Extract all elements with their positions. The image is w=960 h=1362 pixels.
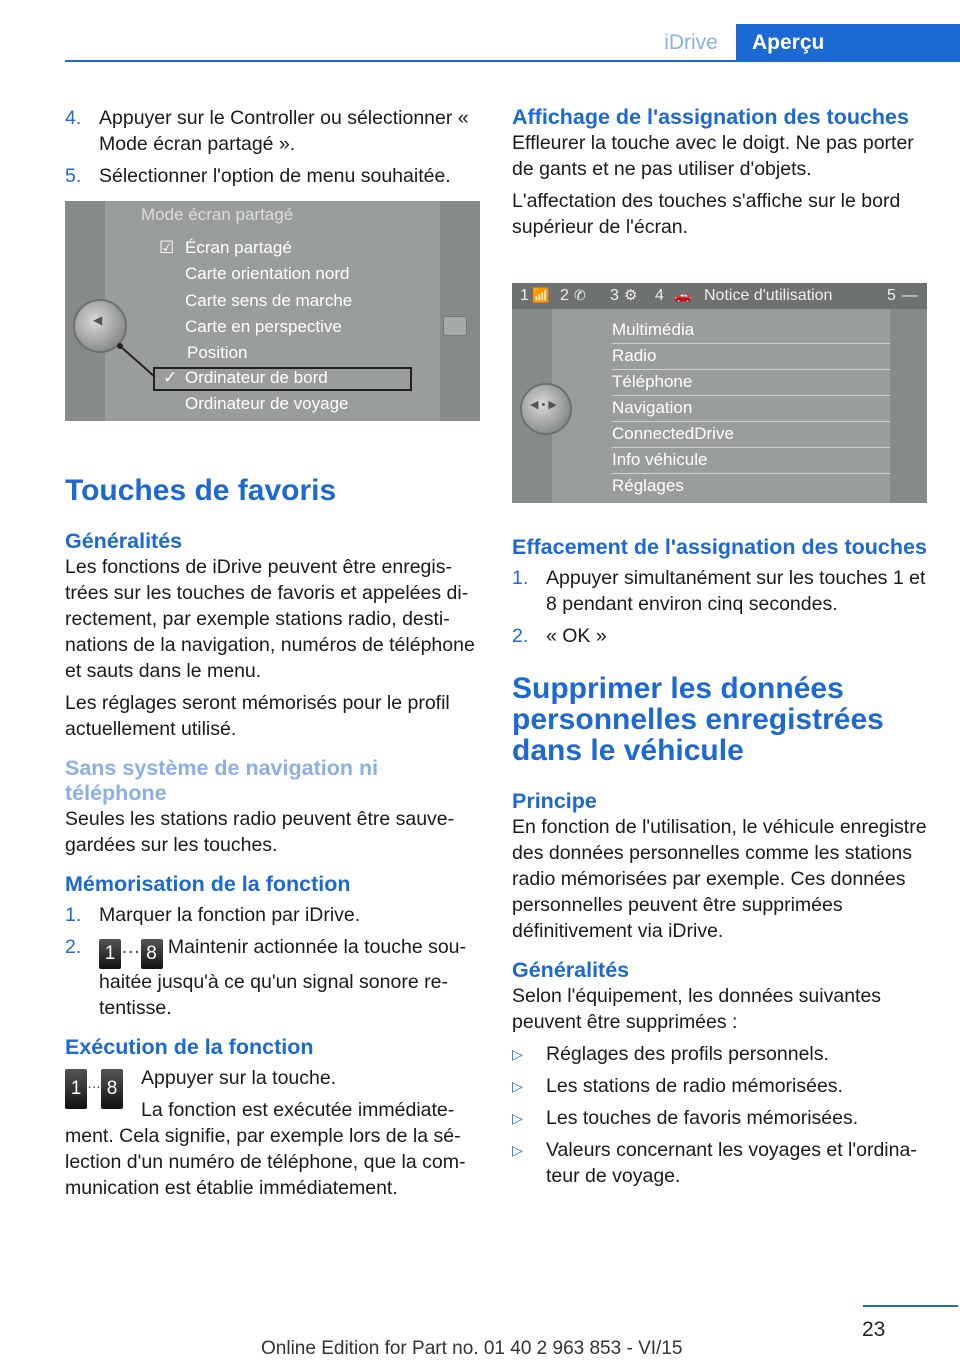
arrow-left-icon: ◀ [93,313,103,327]
menu-item[interactable]: Info véhicule [612,450,708,469]
menu-item[interactable]: Multimédia [612,320,695,339]
memo-step-2: 2. 1 … 8 Maintenir actionnée la touche souhaitée jusqu'à ce qu'un signal sonore retentisse. [65,936,467,1019]
section-affichage [512,105,928,246]
key-8-icon: 8 [141,939,163,969]
menu-item[interactable]: Navigation [612,398,693,417]
eff-step-1: 1. Appuyer simultanément sur les touches 1 et 8 pendant environ cinq secondes. [512,567,926,615]
heading-favoris: Touches de favoris [65,474,337,507]
bullet-item: ▷ Les touches de favoris mémorisées. [512,1107,859,1129]
menu-item[interactable]: Ordinateur de voyage [185,394,349,413]
heading-execution: Exécution de la fonction [65,1035,314,1059]
heading-effacement: Effacement de l'assignation des touches [512,535,927,559]
display-button-icon [443,316,467,336]
step-4: 4. Appuyer sur le Controller ou sélectionner « Mode écran partagé ». [65,107,469,155]
heading-supprimer: Supprimer les données personnelles enregistrées dans le véhicule [512,672,884,767]
screenshot-key-assignment: 1 📶 2 ✆ 3 ⚙ 4 🚗 Notice d'utilisation 5 — Multimédia Radio Téléphone Navigation ConnectedDrive Info véhicule Réglages ◀ • ▶ [512,283,927,503]
checkbox-icon: ☑ [159,238,175,257]
key-1-icon: 1 [99,939,121,969]
bullet-item: ▷ Réglages des profils personnels. [512,1043,829,1065]
paragraph: Seules les stations radio peuvent être sauvegardées sur les touches. [65,808,455,856]
paragraph: Selon l'équipement, les données suivantes peuvent être supprimées : [512,985,882,1033]
triangle-bullet-icon: ▷ [512,1142,523,1158]
footer-rule [863,1305,958,1307]
menu-item[interactable]: Carte sens de marche [185,291,353,310]
screenshot-split-screen-menu [65,201,480,421]
heading-memorisation: Mémorisation de la fonction [65,872,351,896]
eff-step-2: 2. « OK » [512,625,607,647]
triangle-bullet-icon: ▷ [512,1078,523,1094]
menu-item[interactable]: Carte en perspective [185,317,342,336]
arrows-icon: ◀ • ▶ [530,399,557,411]
heading-generalites: Généralités [65,529,183,553]
triangle-bullet-icon: ▷ [512,1046,523,1062]
menu-item[interactable]: Écran partagé [185,238,292,257]
step-5: 5. Sélectionner l'option de menu souhaitée. [65,165,451,187]
menu-item[interactable]: Réglages [612,476,684,495]
menu-item[interactable]: Radio [612,346,657,365]
menu-item[interactable]: Téléphone [612,372,693,391]
phone-icon: ✆ [574,287,586,303]
page-number: 23 [862,1318,886,1341]
paragraph: La fonction est exécutée immédiatement. Cela signifie, par exemple lors de la sélection d'un numéro de téléphone, que la communication est établie immédiatement. [65,1099,466,1199]
paragraph: En fonction de l'utilisation, le véhicule enregistre des données personnelles comme les stations radio mémorisées par exemple. Ces données personnelles peuvent être supprimées définitivement via iDrive. [512,816,927,942]
heading-affichage: Affichage de l'assignation des touches [512,105,909,129]
paragraph: Appuyer sur la touche. [141,1067,337,1089]
menu-item-selected[interactable]: Ordinateur de bord [185,368,328,387]
header-tab-idrive[interactable]: iDrive [664,31,718,54]
car-icon: 🚗 [674,287,692,303]
heading-principe: Principe [512,789,597,813]
heading-sans-systeme: Sans système de navigation ni téléphone [65,756,379,805]
check-icon: ✓ [163,368,178,387]
dash-icon: — [902,287,918,304]
radio-icon: 📶 [532,287,550,303]
memo-step-1: 1. Marquer la fonction par iDrive. [65,904,361,926]
section-effacement [512,535,928,1195]
menu-item[interactable]: ConnectedDrive [612,424,734,443]
settings-icon: ⚙ [624,287,638,304]
pointer-line [65,201,480,421]
bullet-item: ▷ Valeurs concernant les voyages et l'ordinateur de voyage. [512,1139,917,1187]
left-steps-top [65,105,481,195]
exec-block [65,1065,481,1099]
paragraph: L'affectation des touches s'affiche sur le bord supérieur de l'écran. [512,190,901,238]
paragraph: Les réglages seront mémorisés pour le profil actuellement utilisé. [65,692,450,740]
menu-title: Mode écran partagé [141,205,294,224]
header-tab-apercu[interactable]: Aperçu [736,24,960,62]
header-rule [65,60,960,62]
paragraph: Effleurer la touche avec le doigt. Ne pas porter de gants et ne pas utiliser d'objets. [512,132,914,180]
edition-text: Online Edition for Part no. 01 40 2 963 853 - VI/15 [261,1338,683,1359]
triangle-bullet-icon: ▷ [512,1110,523,1126]
menu-item[interactable]: Carte orientation nord [185,264,350,283]
bullet-item: ▷ Les stations de radio mémorisées. [512,1075,843,1097]
paragraph: Les fonctions de iDrive peuvent être enregistrées sur les touches de favoris et appelées directement, par exemple stations radio, destinations de la navigation, numéros de téléphone et sauts dans le menu. [65,556,475,682]
section-favoris [65,475,481,1207]
heading-generalites-2: Généralités [512,958,630,982]
menu-item[interactable]: Position [187,343,248,362]
favorite-keys-icon: 1 … 8 [65,1069,137,1111]
